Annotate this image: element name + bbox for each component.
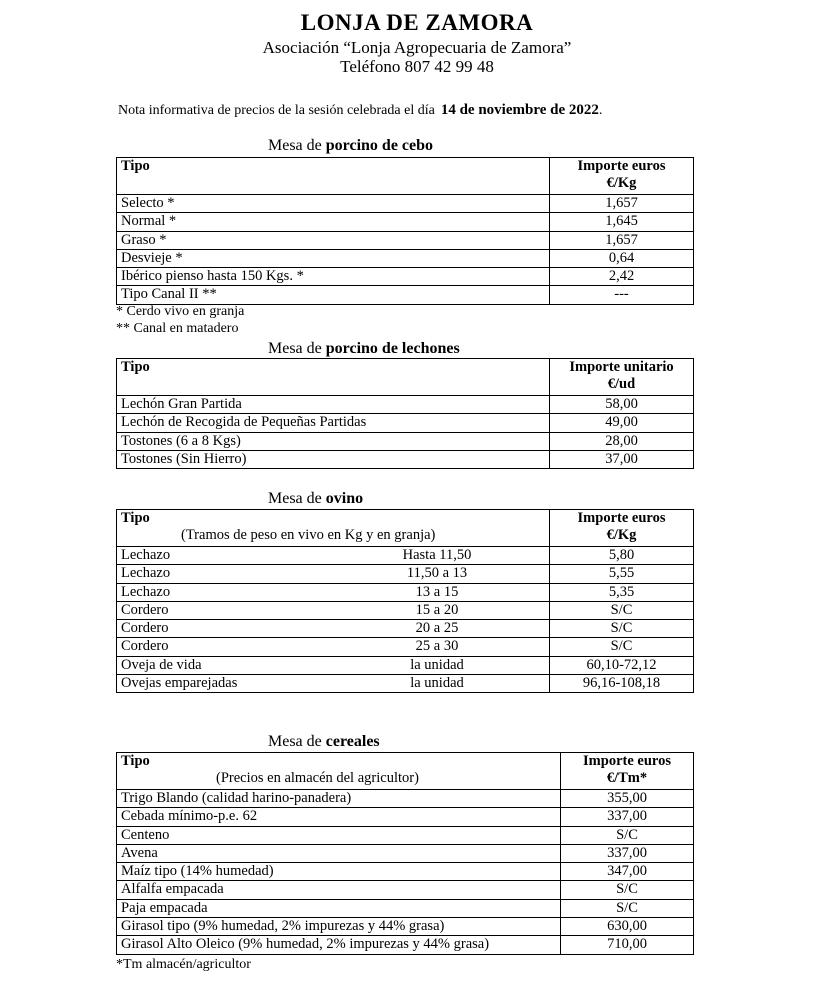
cell-tramo: 13 a 15 — [415, 583, 459, 600]
cell-tipo — [117, 675, 550, 693]
cell-importe: 37,00 — [550, 450, 694, 468]
cell-importe: 1,645 — [550, 213, 694, 231]
cell-tipo: Tostones (Sin Hierro) — [117, 450, 550, 468]
cell-tipo — [117, 620, 550, 638]
table-row — [117, 826, 694, 844]
note-canal-matadero: ** Canal en matadero — [116, 321, 239, 336]
cell-tipo: Maíz tipo (14% humedad) — [117, 863, 561, 881]
session-date: 14 de noviembre de 2022 — [440, 102, 599, 118]
table-row — [117, 231, 694, 249]
cell-tipo — [117, 601, 550, 619]
table-row — [117, 414, 694, 432]
cell-tipo-label: Oveja de vida — [121, 656, 202, 673]
section-title-porcino-lechones — [268, 340, 460, 358]
cell-tipo-label: Lechazo — [121, 547, 171, 563]
section-title-ovino — [268, 490, 363, 508]
session-note — [118, 102, 602, 119]
table-row — [117, 565, 694, 583]
cell-tramo: Hasta 11,50 — [402, 547, 472, 563]
table-header-row — [117, 510, 694, 547]
table-row — [117, 432, 694, 450]
col-header-importe-line2: €/Kg — [606, 175, 637, 191]
table-row — [117, 675, 694, 693]
cell-tipo: Lechón Gran Partida — [117, 396, 550, 414]
section-title-bold: cereales — [325, 733, 380, 750]
cell-importe: 355,00 — [561, 790, 694, 808]
cell-tramo: 11,50 a 13 — [406, 565, 468, 582]
cell-tipo: Graso * — [117, 231, 550, 249]
cell-tipo: Lechón de Recogida de Pequeñas Partidas — [117, 414, 550, 432]
cell-tipo: Normal * — [117, 213, 550, 231]
cell-importe: 2,42 — [550, 268, 694, 286]
cell-importe: 58,00 — [550, 396, 694, 414]
cell-importe: 96,16-108,18 — [550, 675, 694, 693]
table-cereales — [116, 752, 694, 955]
section-title-prefix: Mesa de — [268, 137, 326, 154]
table-row — [117, 936, 694, 954]
cell-tramo: la unidad — [410, 675, 464, 692]
table-row — [117, 918, 694, 936]
table-row — [117, 396, 694, 414]
cell-importe: 1,657 — [550, 231, 694, 249]
note-cerdo-vivo: * Cerdo vivo en granja — [116, 304, 245, 319]
table-row — [117, 863, 694, 881]
table-porcino-lechones — [116, 358, 694, 469]
cell-tipo: Desvieje * — [117, 249, 550, 267]
cell-tipo: Paja empacada — [117, 899, 561, 917]
table-row — [117, 790, 694, 808]
cell-tipo-label: Ovejas emparejadas — [121, 675, 238, 692]
col-header-importe — [550, 359, 694, 396]
cell-tipo-label: Lechazo — [121, 565, 171, 582]
cell-tipo: Cebada mínimo-p.e. 62 — [117, 808, 561, 826]
table-row — [117, 620, 694, 638]
note-tm-almacen: *Tm almacén/agricultor — [116, 957, 251, 972]
col-header-tipo-label: Tipo — [121, 753, 150, 769]
table-row — [117, 844, 694, 862]
col-header-importe-line1: Importe euros — [583, 753, 671, 769]
col-header-tipo-sub: (Precios en almacén del agricultor) — [216, 770, 419, 787]
table-header-row — [117, 753, 694, 790]
col-header-tipo — [117, 510, 550, 547]
section-title-prefix: Mesa de — [268, 340, 326, 357]
section-title-porcino-cebo — [268, 137, 433, 155]
table-header-row — [117, 359, 694, 396]
table-row — [117, 450, 694, 468]
table-ovino — [116, 509, 694, 693]
cell-tipo: Selecto * — [117, 195, 550, 213]
section-title-bold: ovino — [325, 490, 364, 507]
col-header-importe-line2: €/Tm* — [606, 770, 648, 786]
cell-tramo: 25 a 30 — [415, 638, 459, 655]
cell-tipo: Girasol Alto Oleico (9% humedad, 2% impurezas y 44% grasa) — [117, 936, 561, 954]
cell-importe: 630,00 — [561, 918, 694, 936]
section-title-prefix: Mesa de — [268, 733, 326, 750]
table-row — [117, 899, 694, 917]
cell-tipo — [117, 565, 550, 583]
col-header-importe-line1: Importe euros — [577, 158, 666, 174]
table-row — [117, 286, 694, 304]
col-header-tipo: Tipo — [117, 359, 550, 396]
cell-importe: 5,55 — [550, 565, 694, 583]
cell-importe: 5,35 — [550, 583, 694, 601]
col-header-importe-line2: €/Kg — [606, 527, 637, 543]
cell-importe: 5,80 — [550, 547, 694, 565]
cell-tipo-label: Lechazo — [121, 583, 171, 600]
session-note-end: . — [598, 103, 603, 118]
cell-tipo: Tostones (6 a 8 Kgs) — [117, 432, 550, 450]
table-row — [117, 881, 694, 899]
table-row — [117, 583, 694, 601]
table-row — [117, 547, 694, 565]
association-name: Asociación “Lonja Agropecuaria de Zamora” — [262, 38, 572, 57]
cell-importe: S/C — [550, 620, 694, 638]
table-row — [117, 601, 694, 619]
cell-tipo: Trigo Blando (calidad harino-panadera) — [117, 790, 561, 808]
cell-tipo: Ibérico pienso hasta 150 Kgs. * — [117, 268, 550, 286]
cell-tramo: la unidad — [410, 656, 464, 673]
col-header-tipo — [117, 753, 561, 790]
cell-tipo — [117, 638, 550, 656]
cell-importe: 28,00 — [550, 432, 694, 450]
cell-importe: --- — [550, 286, 694, 304]
session-note-text: Nota informativa de precios de la sesión celebrada el día — [118, 103, 435, 118]
table-row — [117, 195, 694, 213]
cell-importe: 0,64 — [550, 249, 694, 267]
cell-tramo: 20 a 25 — [415, 620, 459, 637]
col-header-importe — [550, 510, 694, 547]
col-header-importe — [561, 753, 694, 790]
col-header-tipo: Tipo — [117, 158, 550, 195]
section-title-bold: porcino de lechones — [325, 340, 460, 357]
table-header-row — [117, 158, 694, 195]
cell-importe: 347,00 — [561, 863, 694, 881]
cell-importe: 337,00 — [561, 808, 694, 826]
cell-importe: S/C — [561, 881, 694, 899]
col-header-importe-line2: €/ud — [607, 376, 636, 392]
col-header-importe-line1: Importe unitario — [569, 359, 674, 375]
cell-tipo: Centeno — [117, 826, 561, 844]
section-title-bold: porcino de cebo — [325, 137, 434, 154]
cell-tipo — [117, 656, 550, 674]
cell-tipo: Avena — [117, 844, 561, 862]
table-row — [117, 656, 694, 674]
col-header-importe — [550, 158, 694, 195]
col-header-tipo-label: Tipo — [121, 510, 150, 526]
cell-tipo-label: Cordero — [121, 638, 169, 655]
cell-importe: S/C — [550, 601, 694, 619]
cell-importe: S/C — [561, 899, 694, 917]
col-header-importe-line1: Importe euros — [577, 510, 666, 526]
cell-importe: 710,00 — [561, 936, 694, 954]
page-title: LONJA DE ZAMORA — [300, 10, 534, 35]
table-row — [117, 638, 694, 656]
cell-tipo: Tipo Canal II ** — [117, 286, 550, 304]
cell-tipo — [117, 583, 550, 601]
cell-importe: S/C — [550, 638, 694, 656]
phone-number: Teléfono 807 42 99 48 — [340, 57, 494, 76]
cell-tipo: Girasol tipo (9% humedad, 2% impurezas y 44% grasa) — [117, 918, 561, 936]
cell-tipo-label: Cordero — [121, 620, 169, 637]
cell-importe: S/C — [561, 826, 694, 844]
cell-importe: 49,00 — [550, 414, 694, 432]
table-row — [117, 249, 694, 267]
cell-importe: 60,10-72,12 — [550, 656, 694, 674]
col-header-tipo-sub: (Tramos de peso en vivo en Kg y en granja) — [181, 527, 436, 544]
table-row — [117, 268, 694, 286]
section-title-prefix: Mesa de — [268, 490, 326, 507]
cell-importe: 337,00 — [561, 844, 694, 862]
cell-tramo: 15 a 20 — [415, 601, 459, 618]
section-title-cereales — [268, 733, 380, 751]
table-porcino-cebo — [116, 157, 694, 305]
cell-tipo: Alfalfa empacada — [117, 881, 561, 899]
table-row — [117, 213, 694, 231]
cell-tipo-label: Cordero — [121, 601, 169, 618]
cell-importe: 1,657 — [550, 195, 694, 213]
table-row — [117, 808, 694, 826]
cell-tipo — [117, 547, 550, 565]
